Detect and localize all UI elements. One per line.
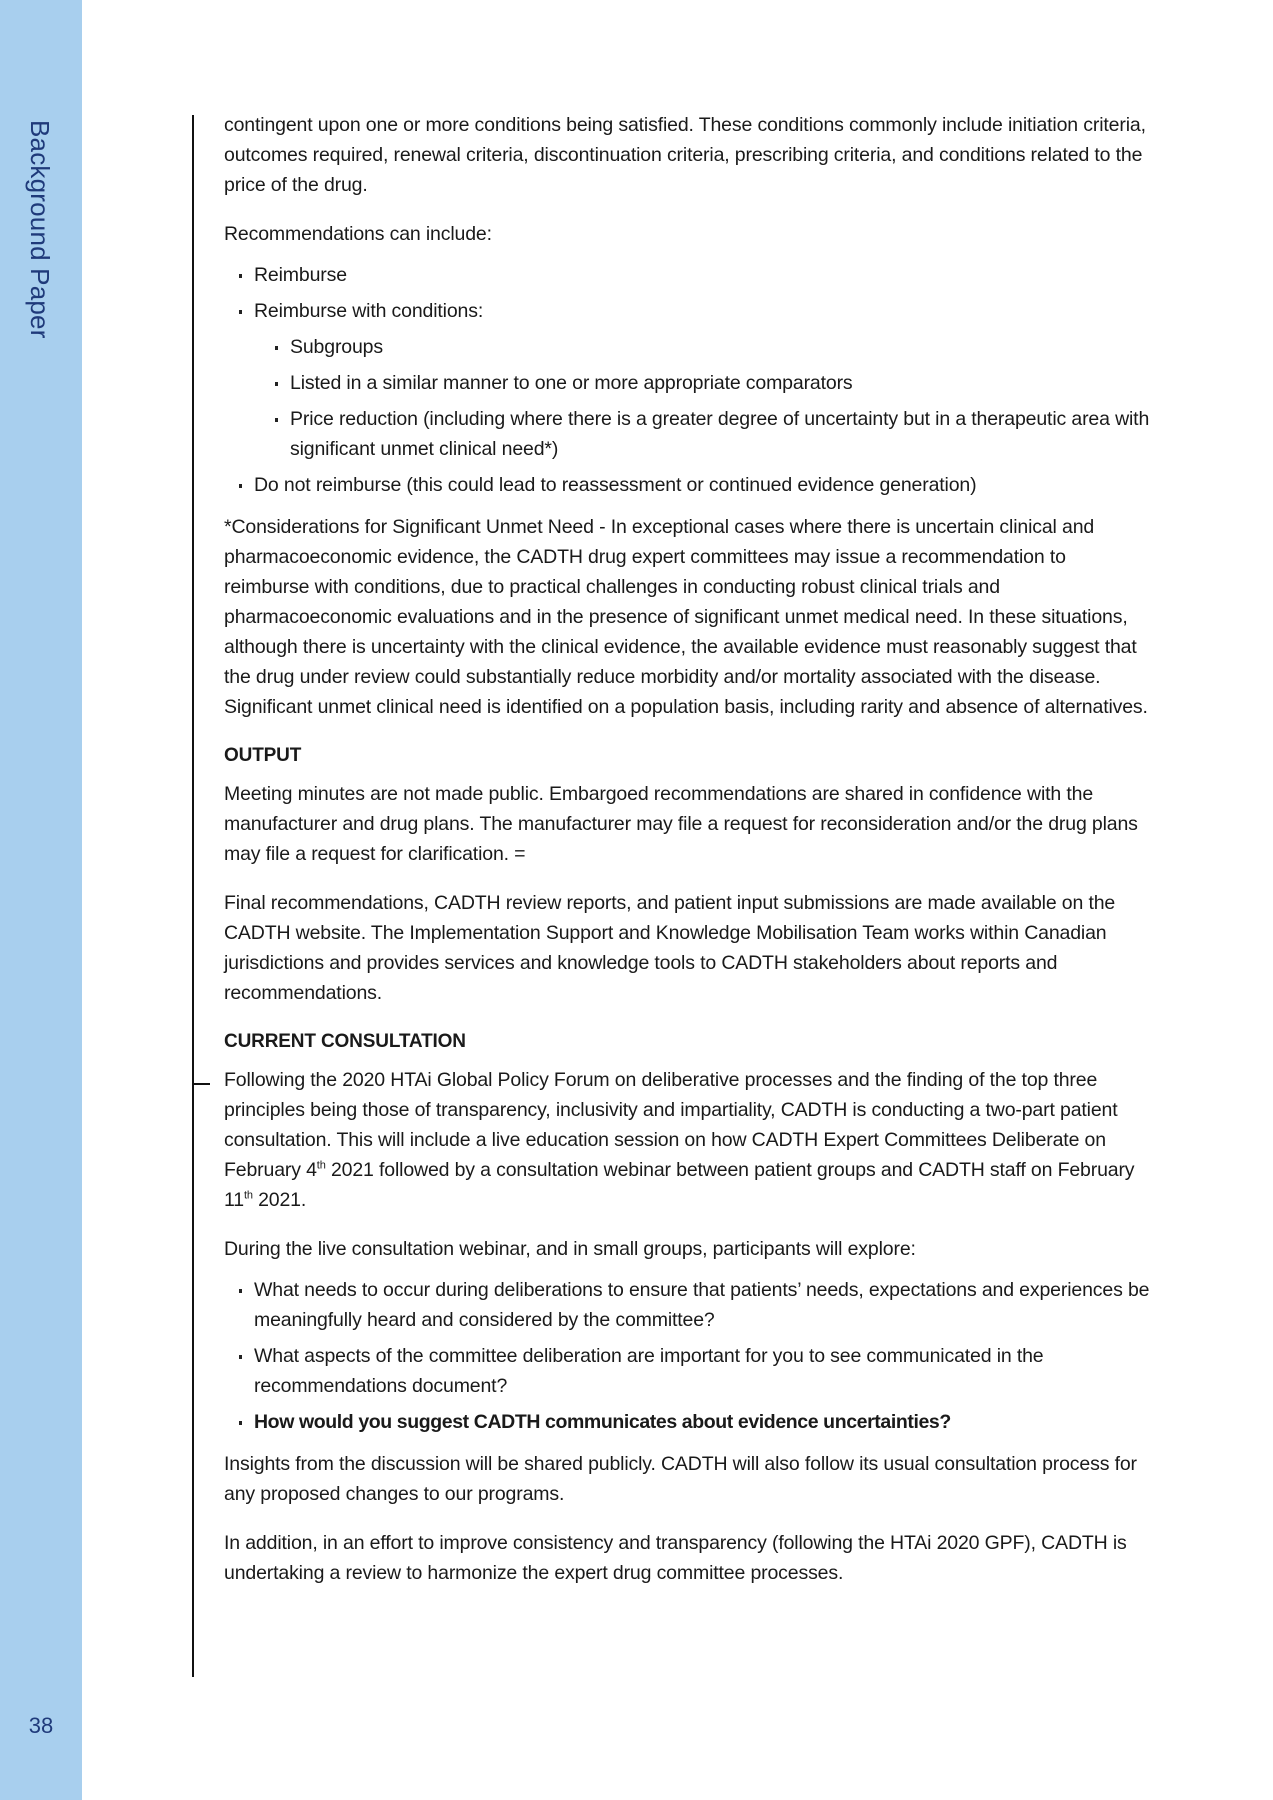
list-item: Subgroups: [260, 332, 1154, 362]
intro-paragraph: contingent upon one or more conditions being satisfied. These conditions commonly include initiation criteria, outcomes required, renewal criteria, discontinuation criteria, prescribing criteria, and conditions related to the price of the drug.: [224, 114, 1146, 196]
bullet-icon: [239, 310, 242, 314]
output-paragraph-1: Meeting minutes are not made public. Embargoed recommendations are shared in confidence with the manufacturer and drug plans. The manufacturer may file a request for reconsideration and/or the drug plans may file a request for clarification. =: [224, 783, 1138, 865]
vertical-rule: [192, 115, 194, 1677]
list-item: What aspects of the committee deliberation are important for you to see communicated in the recommendations document?: [224, 1341, 1154, 1401]
consultation-paragraph-4: In addition, in an effort to improve consistency and transparency (following the HTAi 2020 GPF), CADTH is undertaking a review to harmonize the expert drug committee processes.: [224, 1532, 1127, 1584]
section-tick-marker: [192, 1083, 210, 1085]
recommendations-lead: Recommendations can include:: [224, 223, 492, 245]
list-item: Reimburse with conditions: Subgroups Listed in a similar manner to one or more appropriate comparators Price reduction (including where there is a greater degree of uncertainty but in a therapeutic area with significant unmet clinical need*): [224, 296, 1154, 464]
output-paragraph-2: Final recommendations, CADTH review reports, and patient input submissions are made available on the CADTH website. The Implementation Support and Knowledge Mobilisation Team works within Canadian jurisdictions and provides services and knowledge tools to CADTH stakeholders about reports and recommendations.: [224, 892, 1116, 1004]
consultation-paragraph-2: During the live consultation webinar, and in small groups, participants will explore:: [224, 1238, 916, 1260]
bullet-icon: [239, 1355, 242, 1359]
bullet-icon: [275, 382, 278, 386]
list-item: What needs to occur during deliberations to ensure that patients’ needs, expectations and experiences be meaningfully heard and considered by the committee?: [224, 1275, 1154, 1335]
bullet-icon: [239, 274, 242, 278]
bullet-icon: [239, 484, 242, 488]
unmet-need-paragraph: *Considerations for Significant Unmet Need - In exceptional cases where there is uncertain clinical and pharmacoeconomic evidence, the CADTH drug expert committees may issue a recommendation to reimburse with conditions, due to practical challenges in conducting robust clinical trials and pharmacoeconomic evaluations and in the presence of significant unmet medical need. In these situations, although there is uncertainty with the clinical evidence, the available evidence must reasonably suggest that the drug under review could substantially reduce morbidity and/or mortality associated with the disease. Significant unmet clinical need is identified on a population basis, including rarity and absence of alternatives.: [224, 516, 1148, 718]
recommendations-list: [224, 260, 1154, 500]
bullet-icon: [275, 418, 278, 422]
questions-list: [224, 1275, 1154, 1437]
list-item: How would you suggest CADTH communicates about evidence uncertainties?: [224, 1407, 1154, 1437]
list-item: Do not reimburse (this could lead to reassessment or continued evidence generation): [224, 470, 1154, 500]
sidebar-band: [0, 0, 82, 1800]
page-content: [224, 110, 1154, 1607]
consultation-paragraph-3: Insights from the discussion will be shared publicly. CADTH will also follow its usual consultation process for any proposed changes to our programs.: [224, 1453, 1137, 1505]
list-item: Reimburse: [224, 260, 1154, 290]
bullet-icon: [275, 346, 278, 350]
conditions-sublist: [260, 332, 1154, 464]
consultation-heading: CURRENT CONSULTATION: [224, 1031, 466, 1052]
page-number: 38: [28, 1713, 54, 1738]
bullet-icon: [239, 1421, 242, 1425]
bullet-icon: [239, 1289, 242, 1293]
output-heading: OUTPUT: [224, 745, 302, 766]
section-title: Background Paper: [25, 120, 55, 339]
list-item: Price reduction (including where there is a greater degree of uncertainty but in a therapeutic area with significant unmet clinical need*): [260, 404, 1154, 464]
list-item: Listed in a similar manner to one or more appropriate comparators: [260, 368, 1154, 398]
consultation-paragraph-1: Following the 2020 HTAi Global Policy Forum on deliberative processes and the finding of the top three principles being those of transparency, inclusivity and impartiality, CADTH is conducting a two-part patient consultation. This will include a live education session on how CADTH Expert Committees Deliberate on February 4th 2021 followed by a consultation webinar between patient groups and CADTH staff on February 11th 2021.: [224, 1069, 1135, 1211]
